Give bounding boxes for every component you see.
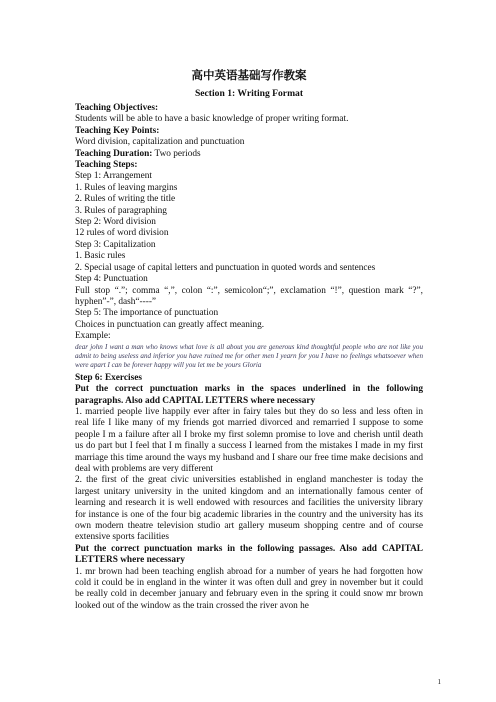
exercise-1: 1. married people live happily ever after in fairy tales but they do so less and less often in real life I like many of my friends got married divorced and remarried I suppose to some people I m a failure after all I broke my first solemn promise to love and cherish until death us do part but I feel that I m finally a success I learned from the mistakes I made in my first marriage this time around the ways my husband and I share our free time make decisions and deal with problems are very different <box>75 406 423 474</box>
step-line: Step 4: Punctuation <box>75 274 148 285</box>
step-line: 2. Rules of writing the title <box>75 194 176 205</box>
exercise-instruction-1: Put the correct punctuation marks in the spaces underlined in the following paragraphs. Also add CAPITAL LETTERS where necessary <box>75 384 423 406</box>
step-line: 1. Rules of leaving margins <box>75 182 178 193</box>
step-line: 2. Special usage of capital letters and punctuation in quoted words and sentences <box>75 262 376 273</box>
example-text: dear john I want a man who knows what love is all about you are generous kind thoughtful people who are not like you admit to being useless and inferior you have ruined me for other men I yearn for you I have no feelings whatsoever when were apart I can be forever happy will you let me be yours Gloria <box>75 342 423 370</box>
step-6: Step 6: Exercises <box>75 372 142 383</box>
punctuation-text: Full stop “.”; comma “,”, colon “:”, semicolon“;”, exclamation “!”, question mark “?”, hyphen”-”, dash“----” <box>75 285 423 307</box>
step-line: Step 2: Word division <box>75 217 156 228</box>
step-line: Step 3: Capitalization <box>75 239 156 250</box>
page-content <box>75 68 423 612</box>
duration-line <box>75 149 423 160</box>
exercise-2: 2. the first of the great civic universities established in england manchester is today the largest unitary university in the united kingdom and an internationally famous center of learning and research it is well endowed with resources and facilities the university library for instance is one of the four big academic libraries in the country and the university has its own modern theatre television studio art gallery museum shopping centre and of course extensive sports facilities <box>75 475 423 543</box>
step-line: Step 1: Arrangement <box>75 171 152 182</box>
step-5-text: Choices in punctuation can greatly affect meaning. <box>75 319 265 330</box>
duration-value: Two periods <box>152 148 201 159</box>
step-line: 3. Rules of paragraphing <box>75 205 167 216</box>
exercise-instruction-2: Put the correct punctuation marks in the following passages. Also add CAPITAL LETTERS where necessary <box>75 543 423 566</box>
key-points-text: Word division, capitalization and punctuation <box>75 137 245 148</box>
step-5: Step 5: The importance of punctuation <box>75 308 219 319</box>
section-title: Section 1: Writing Format <box>194 88 304 99</box>
objectives-text: Students will be able to have a basic knowledge of proper writing format. <box>75 114 349 125</box>
step-line: 12 rules of word division <box>75 228 169 239</box>
example-label: Example: <box>75 331 111 342</box>
steps-heading: Teaching Steps: <box>75 160 138 171</box>
page-number: 1 <box>437 678 441 686</box>
objectives-heading: Teaching Objectives: <box>75 103 159 113</box>
exercise-3: 1. mr brown had been teaching english abroad for a number of years he had forgotten how cold it could be in england in the winter it was often dull and grey in november but it could be really cold in december january and february even in the spring it could snow mr brown looked out of the window as the train crossed the river avon he <box>75 566 423 611</box>
duration-heading: Teaching Duration: <box>75 148 153 159</box>
step-line: 1. Basic rules <box>75 251 126 262</box>
key-points-heading: Teaching Key Points: <box>75 125 160 136</box>
document-title: 高中英语基础写作教案 <box>191 68 307 82</box>
